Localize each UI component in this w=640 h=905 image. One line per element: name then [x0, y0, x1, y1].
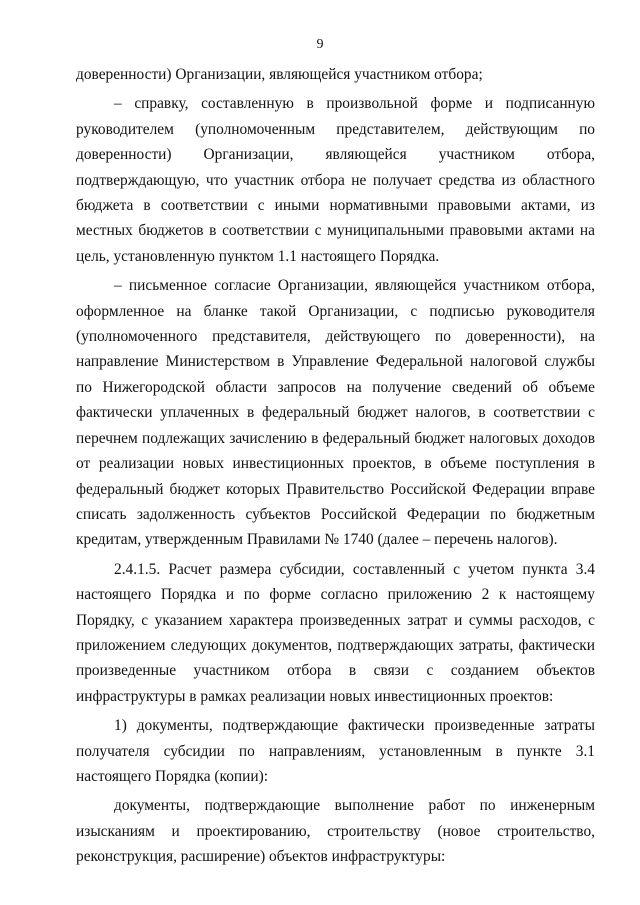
paragraph-certificate: – справку, составленную в произвольной форме и подписанную руководителем (уполномоченным представителем, действующим по доверенности) Организации, являющейся участником отбора, подтверждающую, что участник отбора не получает средства из областного бюджета в соответствии с иными нормативными правовыми актами, из местных бюджетов в соответствии с муниципальными правовыми актами на цель, установленную пунктом 1.1 настоящего Порядка. — [76, 95, 595, 265]
paragraph-cost-documents: 1) документы, подтверждающие фактически произведенные затраты получателя субсидии по направлениям, установленным в пункте 3.1 настоящего Порядка (копии): — [76, 717, 595, 785]
paragraph-engineering-documents: документы, подтверждающие выполнение работ по инженерным изысканиям и проектированию, строительству (новое строительство, реконструкция, расширение) объектов инфраструктуры: — [76, 797, 595, 866]
document-body — [76, 62, 595, 870]
paragraph-continuation: доверенности) Организации, являющейся участником отбора; — [76, 66, 483, 83]
paragraph-subsidy-calculation: 2.4.1.5. Расчет размера субсидии, составленный с учетом пункта 3.4 настоящего Порядка и по форме согласно приложению 2 к настоящему Порядку, с указанием характера произведенных затрат и суммы расходов, с приложением следующих документов, подтверждающих затраты, фактически произведенные участником отбора в связи с созданием объектов инфраструктуры в рамках реализации новых инвестиционных проектов: — [76, 560, 595, 705]
paragraph-consent: – письменное согласие Организации, являющейся участником отбора, оформленное на бланке такой Организации, с подписью руководителя (уполномоченного представителя, действующего по доверенности), на направление Министерством в Управление Федеральной налоговой службы по Нижегородской области запросов на получение сведений об объеме фактически уплаченных в федеральный бюджет налогов, в соответствии с перечнем подлежащих зачислению в федеральный бюджет налоговых доходов от реализации новых инвестиционных проектов, в объеме поступления в федеральный бюджет которых Правительство Российской Федерации вправе списать задолженность субъектов Российской Федерации по бюджетным кредитам, утвержденным Правилами № 1740 (далее – перечень налогов). — [76, 277, 595, 549]
page-number: 9 — [316, 37, 324, 52]
